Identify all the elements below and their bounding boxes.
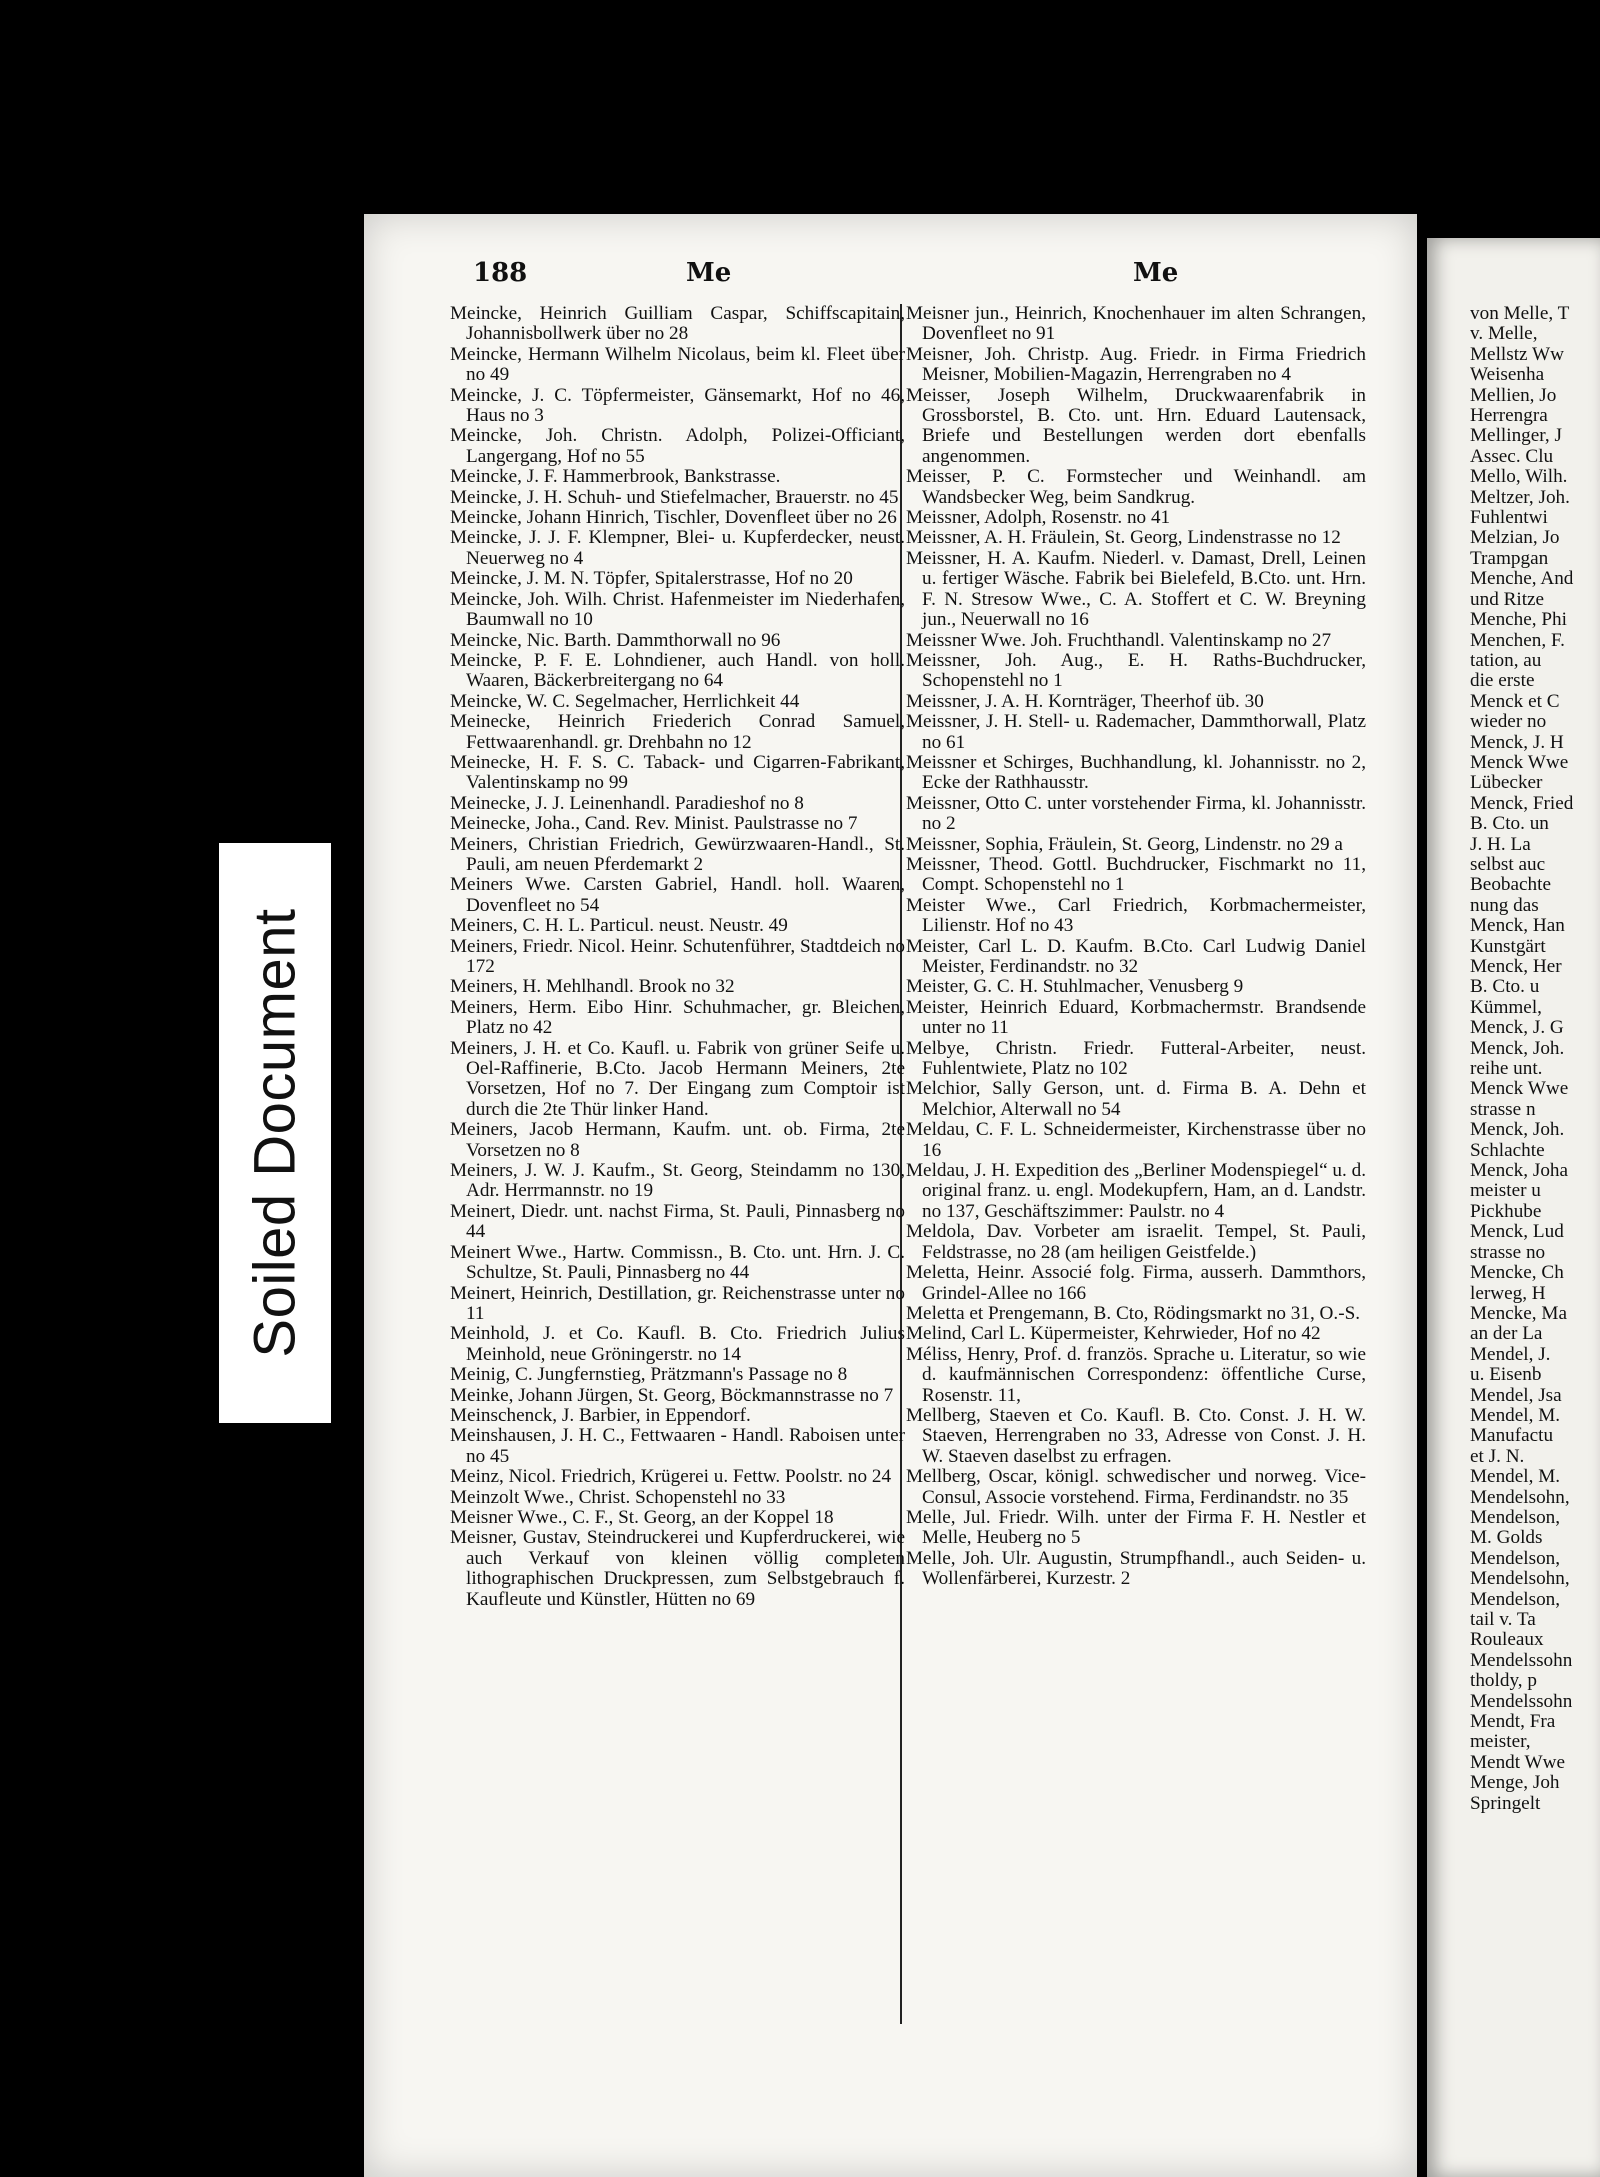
directory-entry: Meinke, Johann Jürgen, St. Georg, Böckmannstrasse no 7 [450, 1384, 894, 1406]
directory-entry: Méliss, Henry, Prof. d. französ. Sprache u. Literatur, so wie d. kaufmännischen Correspondenz: öffentliche Curse, Rosenstr. 11, [906, 1343, 1366, 1406]
directory-entry: Menck, Fried [1470, 792, 1574, 814]
directory-entry: Mencke, Ma [1470, 1302, 1567, 1324]
directory-entry: Meisner, Gustav, Steindruckerei und Kupferdruckerei, wie auch Verkauf von kleinen völlig completen lithographischen Druckpressen, zum Selbstgebrauch f. Kaufleute und Künstler, Hütten no 69 [450, 1527, 905, 1610]
directory-entry: Meinert, Diedr. unt. nachst Firma, St. Pauli, Pinnasberg no 44 [450, 1200, 905, 1243]
directory-entry: Meincke, J. M. N. Töpfer, Spitalerstrasse, Hof no 20 [450, 568, 853, 590]
directory-entry: Meinecke, H. F. S. C. Taback- und Cigarren-Fabrikant, Valentinskamp no 99 [450, 751, 905, 794]
directory-entry: Meissner, Joh. Aug., E. H. Raths-Buchdrucker, Schopenstehl no 1 [906, 649, 1366, 692]
directory-entry: Meissner, Adolph, Rosenstr. no 41 [906, 507, 1171, 529]
directory-entry: Mendel, M. [1470, 1466, 1561, 1488]
directory-entry: Meincke, W. C. Segelmacher, Herrlichkeit 44 [450, 690, 800, 712]
directory-entry: Meisser, Joseph Wilhelm, Druckwaarenfabrik in Grossborstel, B. Cto. unt. Hrn. Eduard Lautensack, Briefe und Bestellungen werden dort ebenfalls angenommen. [906, 384, 1366, 467]
directory-entry: Meldau, J. H. Expedition des „Berliner Modenspiegel“ u. d. original franz. u. engl. Modekupfern, Ham, an d. Landstr. no 137, Geschäftszimmer: Paulstr. no 4 [906, 1160, 1366, 1222]
directory-entry: Meiners, Friedr. Nicol. Heinr. Schutenführer, Stadtdeich no 172 [450, 935, 905, 977]
directory-entry: Melzian, Jo [1470, 527, 1560, 549]
directory-entry: Mendelson, [1470, 1588, 1561, 1610]
directory-entry: Meisner Wwe., C. F., St. Georg, an der Koppel 18 [450, 1506, 834, 1528]
directory-entry: tation, au [1470, 649, 1542, 671]
directory-entry: meister, [1470, 1731, 1531, 1753]
directory-entry: Meissner, J. A. H. Kornträger, Theerhof üb. 30 [906, 690, 1264, 712]
directory-entry: von Melle, T [1470, 304, 1570, 324]
directory-entry: Meinschenck, J. Barbier, in Eppendorf. [450, 1404, 751, 1426]
directory-entry: Beobachte [1470, 874, 1551, 896]
directory-entry: Menck Wwe [1470, 1078, 1569, 1100]
directory-entry: Melle, Joh. Ulr. Augustin, Strumpfhandl., auch Seiden- u. Wollenfärberei, Kurzestr. 2 [906, 1547, 1366, 1590]
directory-entry: Menck, J. H [1470, 731, 1564, 753]
directory-entry: Meincke, P. F. E. Lohndiener, auch Handl. von holl. Waaren, Bäckerbreitergang no 64 [450, 649, 905, 692]
left-column [450, 304, 905, 1610]
directory-entry: Meiners, J. W. J. Kaufm., St. Georg, Steindamm no 130, Adr. Herrmannstr. no 19 [450, 1160, 905, 1202]
directory-entry: Melind, Carl L. Küpermeister, Kehrwieder, Hof no 42 [906, 1323, 1321, 1345]
directory-entry: Mellien, Jo [1470, 384, 1557, 406]
directory-entry: selbst auc [1470, 853, 1546, 875]
directory-entry: Weisenha [1470, 364, 1545, 386]
directory-entry: Manufactu [1470, 1425, 1554, 1447]
directory-entry: Menck, Joh. [1470, 1037, 1565, 1059]
directory-entry: J. H. La [1470, 833, 1531, 855]
directory-entry: Meinshausen, J. H. C., Fettwaaren - Handl. Raboisen unter no 45 [450, 1425, 905, 1467]
directory-entry: und Ritze [1470, 588, 1545, 610]
directory-entry: Meinert Wwe., Hartw. Commissn., B. Cto. unt. Hrn. J. C. Schultze, St. Pauli, Pinnasberg no 44 [450, 1241, 905, 1284]
directory-entry: reihe unt. [1470, 1058, 1543, 1080]
directory-entry: u. Eisenb [1470, 1364, 1542, 1386]
directory-entry: Meister Wwe., Carl Friedrich, Korbmachermeister, Lilienstr. Hof no 43 [906, 894, 1366, 937]
directory-entry: Meinhold, J. et Co. Kaufl. B. Cto. Friedrich Julius Meinhold, neue Gröningerstr. no 14 [450, 1323, 905, 1365]
directory-entry: Lübecker [1470, 772, 1543, 794]
directory-entry: Mello, Wilh. [1470, 466, 1568, 488]
directory-entry: Menck, Joha [1470, 1160, 1569, 1182]
directory-entry: Mellinger, J [1470, 425, 1562, 447]
directory-entry: Meincke, Hermann Wilhelm Nicolaus, beim kl. Fleet über no 49 [450, 343, 905, 386]
directory-entry: tail v. Ta [1470, 1609, 1536, 1630]
directory-entry: Mellstz Ww [1470, 343, 1564, 365]
directory-entry: strasse no [1470, 1241, 1546, 1263]
directory-entry: Meissner, J. H. Stell- u. Rademacher, Dammthorwall, Platz no 61 [906, 711, 1366, 753]
directory-entry: Meinig, C. Jungfernstieg, Prätzmann's Passage no 8 [450, 1364, 848, 1386]
page-number: 188 [473, 258, 528, 288]
directory-entry: Meinecke, J. J. Leinenhandl. Paradieshof no 8 [450, 792, 804, 814]
document-label-text: Soiled Document [242, 908, 308, 1358]
directory-entry: Meinzolt Wwe., Christ. Schopenstehl no 33 [450, 1486, 786, 1508]
directory-entry: M. Golds [1470, 1527, 1543, 1549]
directory-entry: Meissner Wwe. Joh. Fruchthandl. Valentinskamp no 27 [906, 629, 1332, 651]
directory-entry: Mendelsohn, [1470, 1568, 1570, 1590]
directory-entry: Mendel, M. [1470, 1404, 1561, 1426]
directory-entry: Meincke, Johann Hinrich, Tischler, Dovenfleet über no 26 [450, 507, 897, 529]
directory-entry: Mendel, J. [1470, 1343, 1551, 1365]
directory-entry: Mellberg, Oscar, königl. schwedischer und norweg. Vice-Consul, Associe vorstehend. Firma, Ferdinandstr. no 35 [906, 1466, 1366, 1508]
directory-entry: Melchior, Sally Gerson, unt. d. Firma B. A. Dehn et Melchior, Alterwall no 54 [906, 1078, 1366, 1120]
directory-entry: Meincke, J. J. F. Klempner, Blei- u. Kupferdecker, neust. Neuerweg no 4 [450, 527, 905, 569]
directory-entry: Herrengra [1470, 405, 1548, 427]
directory-entry: Meissner, Otto C. unter vorstehender Firma, kl. Johannisstr. no 2 [906, 792, 1366, 835]
directory-entry: Menck, Lud [1470, 1221, 1564, 1243]
directory-entry: Assec. Clu [1470, 445, 1554, 467]
next-page-column [1470, 304, 1600, 1814]
directory-entry: Meinert, Heinrich, Destillation, gr. Reichenstrasse unter no 11 [450, 1282, 905, 1324]
directory-entry: Meiners, Christian Friedrich, Gewürzwaaren-Handl., St. Pauli, am neuen Pferdemarkt 2 [450, 833, 905, 875]
directory-entry: Melbye, Christn. Friedr. Futteral-Arbeiter, neust. Fuhlentwiete, Platz no 102 [906, 1037, 1366, 1080]
left-running-head: Me [686, 258, 732, 288]
directory-entry: Meissner, Theod. Gottl. Buchdrucker, Fischmarkt no 11, Compt. Schopenstehl no 1 [906, 853, 1366, 896]
directory-entry: Meldau, C. F. L. Schneidermeister, Kirchenstrasse über no 16 [906, 1119, 1366, 1161]
directory-entry: Meinz, Nicol. Friedrich, Krügerei u. Fettw. Poolstr. no 24 [450, 1466, 892, 1488]
directory-entry: Meincke, J. F. Hammerbrook, Bankstrasse. [450, 466, 781, 488]
directory-entry: strasse n [1470, 1098, 1536, 1120]
directory-entry: Meincke, Nic. Barth. Dammthorwall no 96 [450, 629, 781, 651]
directory-entry: Meiners, Herm. Eibo Hinr. Schuhmacher, gr. Bleichen, Platz no 42 [450, 996, 905, 1039]
directory-entry: Trampgan [1470, 547, 1549, 569]
directory-entry: Meiners Wwe. Carsten Gabriel, Handl. holl. Waaren, Dovenfleet no 54 [450, 874, 905, 916]
directory-entry: Meissner, H. A. Kaufm. Niederl. v. Damast, Drell, Leinen u. fertiger Wäsche. Fabrik bei Bielefeld, B.Cto. unt. Hrn. F. N. Stresow Wwe., C. A. Stoffert et C. W. Breyning jun., Neuerwall no 16 [906, 547, 1366, 631]
directory-entry: Menck, Joh. [1470, 1119, 1565, 1141]
directory-entry: Mendt, Fra [1470, 1711, 1556, 1733]
directory-entry: Meissner, Sophia, Fräulein, St. Georg, Lindenstr. no 29 a [906, 833, 1343, 855]
directory-entry: Meldola, Dav. Vorbeter am israelit. Tempel, St. Pauli, Feldstrasse, no 28 (am heiligen Geistfelde.) [906, 1221, 1366, 1263]
directory-entry: Menge, Joh [1470, 1772, 1560, 1794]
directory-entry: Mendelson, [1470, 1547, 1561, 1569]
directory-entry: Menck, J. G [1470, 1017, 1564, 1039]
directory-entry: Meletta, Heinr. Associé folg. Firma, ausserh. Dammthors, Grindel-Allee no 166 [906, 1262, 1366, 1304]
directory-entry: Menck et C [1470, 690, 1560, 712]
directory-entry: Mellberg, Staeven et Co. Kaufl. B. Cto. Const. J. H. W. Staeven, Herrengraben no 33, Adresse von Const. J. H. W. Staeven daselbst zu erfragen. [906, 1404, 1366, 1467]
directory-entry: Mendelssohn [1470, 1649, 1573, 1671]
directory-entry: Mendt Wwe [1470, 1751, 1566, 1773]
directory-entry: lerweg, H [1470, 1282, 1546, 1304]
directory-entry: Schlachte [1470, 1139, 1545, 1161]
directory-entry: Meisner jun., Heinrich, Knochenhauer im alten Schrangen, Dovenfleet no 91 [906, 303, 1366, 345]
directory-entry: Meincke, Joh. Christn. Adolph, Polizei-Officiant, Langergang, Hof no 55 [450, 425, 905, 467]
directory-entry: Meissner et Schirges, Buchhandlung, kl. Johannisstr. no 2, Ecke der Rathhausstr. [906, 751, 1366, 794]
directory-entry: Mendelson, [1470, 1506, 1561, 1528]
directory-entry: Menche, Phi [1470, 609, 1567, 631]
directory-entry: Meinecke, Joha., Cand. Rev. Minist. Paulstrasse no 7 [450, 813, 858, 835]
directory-entry: Meisner, Joh. Christp. Aug. Friedr. in Firma Friedrich Meisner, Mobilien-Magazin, Herrengraben no 4 [906, 343, 1366, 386]
directory-entry: Meincke, Heinrich Guilliam Caspar, Schiffscapitain, Johannisbollwerk über no 28 [450, 303, 905, 345]
directory-entry: Meissner, A. H. Fräulein, St. Georg, Lindenstrasse no 12 [906, 527, 1341, 549]
directory-entry: meister u [1470, 1180, 1541, 1202]
directory-entry: Meiners, Jacob Hermann, Kaufm. unt. ob. Firma, 2te Vorsetzen no 8 [450, 1119, 905, 1161]
directory-entry: Menche, And [1470, 568, 1574, 590]
directory-entry: nung das [1470, 894, 1539, 916]
directory-entry: an der La [1470, 1323, 1543, 1345]
directory-entry: Meletta et Prengemann, B. Cto, Rödingsmarkt no 31, O.-S. [906, 1302, 1361, 1324]
right-column [906, 304, 1366, 1590]
directory-entry: Meiners, C. H. L. Particul. neust. Neustr. 49 [450, 915, 788, 937]
directory-entry: Menchen, F. [1470, 629, 1565, 651]
directory-entry: Mendelsohn, [1470, 1486, 1570, 1508]
directory-entry: Meiners, J. H. et Co. Kaufl. u. Fabrik von grüner Seife u. Oel-Raffinerie, B.Cto. Jacob Hermann Meiners, 2te Vorsetzen, Hof no 7. Der Eingang zum Comptoir ist durch die 2te Thür linker Hand. [450, 1037, 905, 1120]
directory-entry: Menck, Han [1470, 915, 1565, 937]
directory-entry: Meinecke, Heinrich Friederich Conrad Samuel, Fettwaarenhandl. gr. Drehbahn no 12 [450, 711, 905, 753]
directory-entry: Mendel, Jsa [1470, 1384, 1562, 1406]
directory-entry: Meiners, H. Mehlhandl. Brook no 32 [450, 976, 735, 998]
directory-entry: Mencke, Ch [1470, 1262, 1564, 1284]
directory-entry: Springelt [1470, 1792, 1541, 1814]
directory-entry: Meisser, P. C. Formstecher und Weinhandl. am Wandsbecker Weg, beim Sandkrug. [906, 466, 1366, 508]
right-running-head: Me [1133, 258, 1179, 288]
directory-entry: die erste [1470, 670, 1535, 692]
directory-entry: tholdy, p [1470, 1670, 1537, 1692]
directory-entry: Meister, Heinrich Eduard, Korbmachermstr. Brandsende unter no 11 [906, 996, 1366, 1039]
directory-entry: Meister, G. C. H. Stuhlmacher, Venusberg 9 [906, 976, 1244, 998]
directory-entry: Meincke, Joh. Wilh. Christ. Hafenmeister im Niederhafen, Baumwall no 10 [450, 588, 905, 631]
directory-entry: et J. N. [1470, 1445, 1525, 1467]
directory-entry: Meltzer, Joh. [1470, 486, 1570, 508]
directory-entry: Menck, Her [1470, 956, 1562, 977]
directory-entry: Mendelssohn [1470, 1690, 1573, 1712]
directory-entry: B. Cto. un [1470, 813, 1549, 835]
directory-entry: Meister, Carl L. D. Kaufm. B.Cto. Carl Ludwig Daniel Meister, Ferdinandstr. no 32 [906, 935, 1366, 977]
directory-entry: Rouleaux [1470, 1629, 1544, 1651]
directory-entry: Fuhlentwi [1470, 507, 1548, 529]
directory-entry: B. Cto. u [1470, 976, 1540, 998]
directory-entry: wieder no [1470, 711, 1547, 733]
document-label [219, 843, 331, 1423]
directory-entry: Kümmel, [1470, 996, 1542, 1018]
directory-entry: Pickhube [1470, 1200, 1542, 1222]
directory-entry: Melle, Jul. Friedr. Wilh. unter der Firma F. H. Nestler et Melle, Heuberg no 5 [906, 1506, 1366, 1549]
directory-entry: v. Melle, [1470, 323, 1538, 345]
directory-entry: Meincke, J. C. Töpfermeister, Gänsemarkt, Hof no 46, Haus no 3 [450, 384, 905, 427]
directory-entry: Kunstgärt [1470, 935, 1546, 957]
directory-entry: Meincke, J. H. Schuh- und Stiefelmacher, Brauerstr. no 45 [450, 486, 899, 508]
directory-entry: Menck Wwe [1470, 751, 1569, 773]
